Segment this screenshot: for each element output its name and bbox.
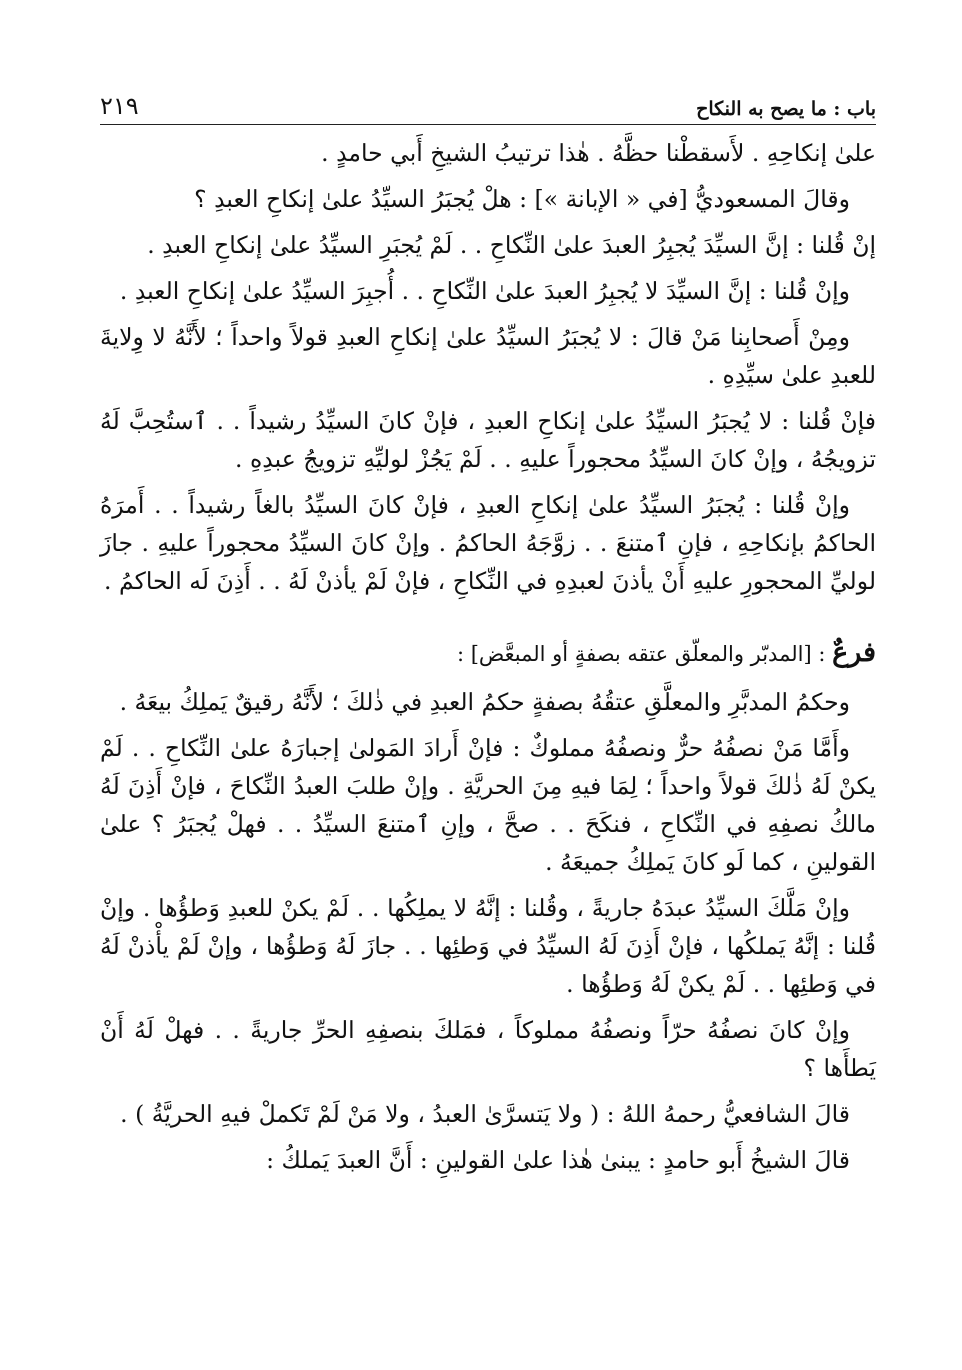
paragraph: إنْ قُلنا : إنَّ السيِّدَ يُجبِرُ العبدَ علىٰ النِّكاحِ . . لَمْ يُجبَرِ السيِّدُ علىٰ إنكاحِ العبدِ .: [147, 231, 876, 259]
running-header: [100, 86, 876, 125]
paragraph: وأَمَّا مَنْ نصفُهُ حرٌّ ونصفُهُ مملوكٌ : فإنْ أَرادَ المَولىٰ إجبارَهُ علىٰ النِّكاحِ . . لَمْ يكنْ لَهُ ذٰلكَ قولاً واحداً ؛ لِمَا فيهِ مِنَ الحريَّةِ . وإنْ طلبَ العبدُ النِّكاحَ ، فإنْ أَذِنَ لَهُ مالكُ نصفِهِ في النِّكاحِ ، فنكَحَ . . صحَّ ، وإنِ ٱمتنعَ السيِّدُ . . فهلْ يُجبَرُ ؟ علىٰ القولينِ ، كما لَو كانَ يَملِكُ جميعَهُ .: [100, 734, 876, 876]
paragraph: وإنْ قُلنا : يُجبَرُ السيِّدُ علىٰ إنكاحِ العبدِ ، فإنْ كانَ السيِّدُ بالغاً رشيداً . . أَمرَهُ الحاكمُ بإنكاحِهِ ، فإنِ ٱمتنعَ . . زوَّجَهُ الحاكمُ . وإنْ كانَ السيِّدُ محجوراً عليهِ . جازَ لوليِّ المحجورِ عليهِ أَنْ يأذنَ لعبدِهِ في النِّكاحِ ، فإنْ لَمْ يأذنْ لَهُ . . أَذِنَ لَه الحاكمُ .: [100, 491, 876, 595]
paragraph: وقالَ المسعوديُّ [في « الإبانة »] : هلْ يُجبَرُ السيِّدُ علىٰ إنكاحِ العبدِ ؟: [194, 185, 850, 213]
paragraph: وحكمُ المدبَّرِ والمعلَّقِ عتقُهُ بصفةٍ حكمُ العبدِ في ذٰلكَ ؛ لأَنَّهُ رقيقٌ يَملِكُ بيعَهُ .: [119, 688, 850, 716]
page-number: ٢١٩: [100, 92, 139, 120]
section-title: : [المدبّر والمعلّق عتقه بصفةٍ أو المبعَّض] :: [456, 642, 833, 666]
section-label: فرعٌ: [832, 637, 876, 668]
paragraph: ومِنْ أَصحابِنا مَنْ قالَ : لا يُجبَرُ السيِّدُ علىٰ إنكاحِ العبدِ قولاً واحداً ؛ لأَنَّهُ لا وِلايةَ للعبدِ علىٰ سيِّدِهِ .: [100, 323, 876, 389]
paragraph: وإنْ مَلَّكَ السيِّدُ عبدَهُ جاريةً ، وقُلنا : إنَّهُ لا يملِكُها . . لَمْ يكنْ للعبدِ وَطؤُها . وإنْ قُلنا : إنَّهُ يَملكُها ، فإنْ أَذِنَ لَهُ السيِّدُ في وَطئِها . . جازَ لَهُ وَطؤُها ، وإنْ لَمْ يأْذنْ لَهُ في وَطئِها . . لَمْ يكنْ لَهُ وَطؤُها .: [100, 894, 876, 998]
paragraph: قالَ الشيخُ أَبو حامدٍ : يبنىٰ هٰذا علىٰ القولينِ : أَنَّ العبدَ يَملكُ :: [266, 1146, 850, 1174]
paragraph: وإنْ قُلنا : إنَّ السيِّدَ لا يُجبِرُ العبدَ علىٰ النِّكاحِ . . أُجبِرَ السيِّدُ علىٰ إنكاحِ العبدِ .: [119, 277, 850, 305]
paragraph: علىٰ إنكاحِهِ . لأَسقطْنا حظَّهُ . هٰذا ترتيبُ الشيخِ أَبي حامدٍ .: [321, 139, 876, 167]
paragraph: فإنْ قُلنا : لا يُجبَرُ السيِّدُ علىٰ إنكاحِ العبدِ ، فإنْ كانَ السيِّدُ رشيداً . . ٱستُحِبَّ لَهُ تزويجُهُ ، وإنْ كانَ السيِّدُ محجوراً عليهِ . . لَمْ يَجُزْ لوليِّهِ تزويجُ عبدِهِ .: [100, 407, 876, 473]
section-heading: [100, 634, 876, 673]
paragraph: قالَ الشافعيُّ رحمهُ اللهُ : ( ولا يَتسرَّىٰ العبدُ ، ولا مَنْ لَمْ تَكملْ فيهِ الحريَّةُ ) .: [120, 1100, 850, 1128]
paragraph: وإنْ كانَ نصفُهُ حرّاً ونصفُهُ مملوكاً ، فمَلكَ بنصفِهِ الحرِّ جاريةً . . فهلْ لَهُ أَنْ يَطأَها ؟: [100, 1016, 876, 1082]
chapter-title: باب : ما يصح به النكاح: [696, 98, 876, 120]
page-body: [100, 134, 876, 1187]
